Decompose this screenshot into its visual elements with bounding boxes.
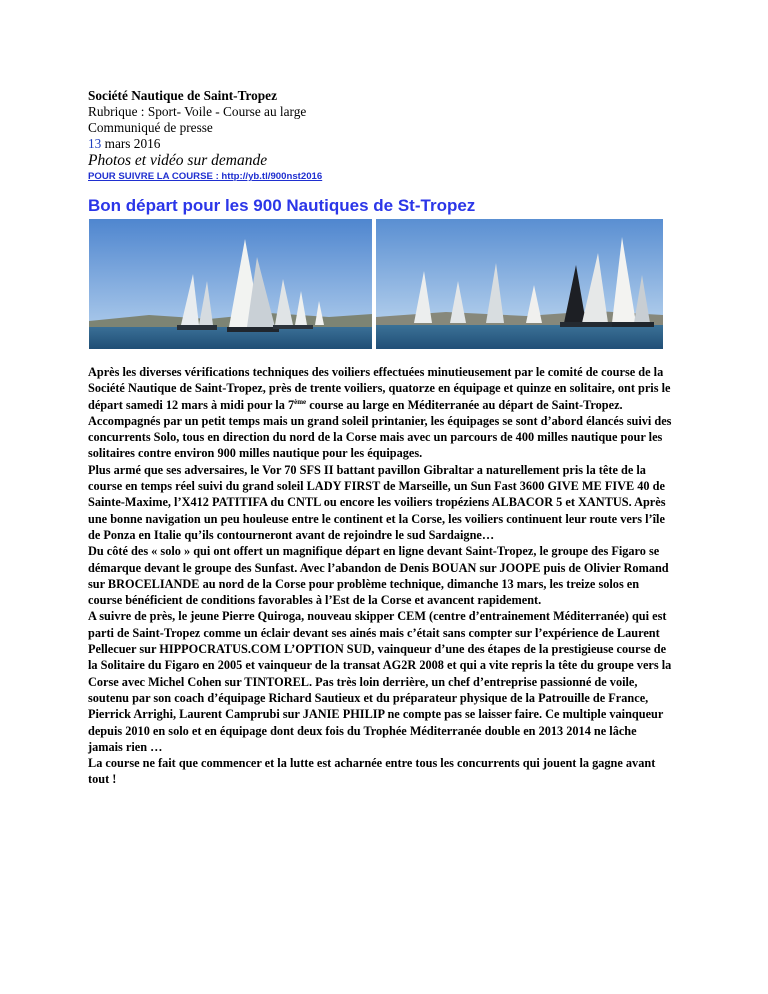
- paragraph-4: Du côté des « solo » qui ont offert un magnifique départ en ligne devant Saint-Tropez, le groupe des Figaro se démarque devant le groupe des Sunfast. Avec l’abandon de Denis BOUAN sur JOOPE puis de Olivier Romand sur BROCELIANDE au nord de la Corse pour problème technique, dimanche 13 mars, les treize solos en course bénéficient de conditions favorables à l’Est de la Corse et avancent rapidement.: [88, 544, 669, 608]
- photo-sailboats-right: [376, 219, 663, 349]
- paragraph-1: [88, 364, 674, 413]
- document-header: [88, 88, 688, 184]
- ordinal-suffix: ème: [294, 397, 307, 406]
- paragraph-1-end: course au large en Méditerranée au départ de Saint-Tropez.: [306, 397, 623, 412]
- article-body: [88, 364, 674, 788]
- photo-right-drawing: [376, 219, 663, 349]
- date-day: 13: [88, 136, 102, 151]
- paragraph-1-text: Après les diverses vérifications techniques des voiliers effectuées minutieusement par le comité de course de la Société Nautique de Saint-Tropez, près de trente voiliers, quatorze en équipage et quinze en solitaire, ont pris le départ samedi 12 mars à midi pour la 7: [88, 365, 671, 412]
- rubric-line: Rubrique : Sport- Voile - Course au large: [88, 104, 307, 119]
- paragraph-6: La course ne fait que commencer et la lutte est acharnée entre tous les concurrents qui jouent la gagne avant tout !: [88, 756, 656, 787]
- follow-race-link[interactable]: POUR SUIVRE LA COURSE : http://yb.tl/900nst2016: [88, 171, 323, 182]
- date-rest: mars 2016: [101, 136, 161, 151]
- paragraph-5: A suivre de près, le jeune Pierre Quiroga, nouveau skipper CEM (centre d’entrainement Méditerranée) qui est parti de Saint-Tropez comme un éclair devant ses ainés mais c’était sans compter sur l’expérience de Laurent Pellecuer sur HIPPOCRATUS.COM L’OPTION SUD, vainqueur d’une des étapes de la prestigieuse course de la Solitaire du Figaro en 2005 et vainqueur de la transat AG2R 2008 et qui a vite repris la tête du groupe vers la Corse avec Michel Cohen sur TINTOREL. Pas très loin derrière, un chef d’entreprise passionné de voile, soutenu par son coach d’équipage Richard Sautieux et du préparateur physique de la Patrouille de France, Pierrick Arrighi, Laurent Camprubi sur JANIE PHILIP ne compte pas se laisser faire. Ce multiple vainqueur depuis 2010 en solo et en équipage dont deux fois du Trophée Méditerranée double en 2013 2014 ne lâche jamais rien …: [88, 609, 672, 754]
- paragraph-3: Plus armé que ses adversaires, le Vor 70 SFS II battant pavillon Gibraltar a naturellement pris la tête de la course en temps réel suivi du grand soleil LADY FIRST de Marseille, un Sun Fast 3600 GIVE ME FIVE 40 de Sainte-Maxime, l’X412 PATITIFA du CNTL ou encore les voiliers tropéziens ALBACOR 5 et XANTUS. Après une bonne navigation un peu houleuse entre le continent et la Corse, les voiliers continuent leur route vers l’île de Ponza en Italie qu’ils contourneront avant de rejoindre le sud Sardaigne…: [88, 462, 666, 542]
- article-headline: Bon départ pour les 900 Nautiques de St-Tropez: [88, 196, 476, 215]
- paragraph-2: Accompagnés par un petit temps mais un grand soleil printanier, les équipages se sont d’abord élancés suivi des concurrents Solo, tous en direction du nord de la Corse mais avec un parcours de 400 milles nautique pour les solitaires contre environ 900 milles nautique pour les équipages.: [88, 413, 672, 461]
- organization-name: Société Nautique de Saint-Tropez: [88, 88, 277, 103]
- photo-left-drawing: [89, 219, 372, 349]
- photo-sailboats-left: [89, 219, 372, 349]
- media-note: Photos et vidéo sur demande: [88, 152, 268, 169]
- document-type: Communiqué de presse: [88, 120, 213, 135]
- document-date: [88, 136, 688, 152]
